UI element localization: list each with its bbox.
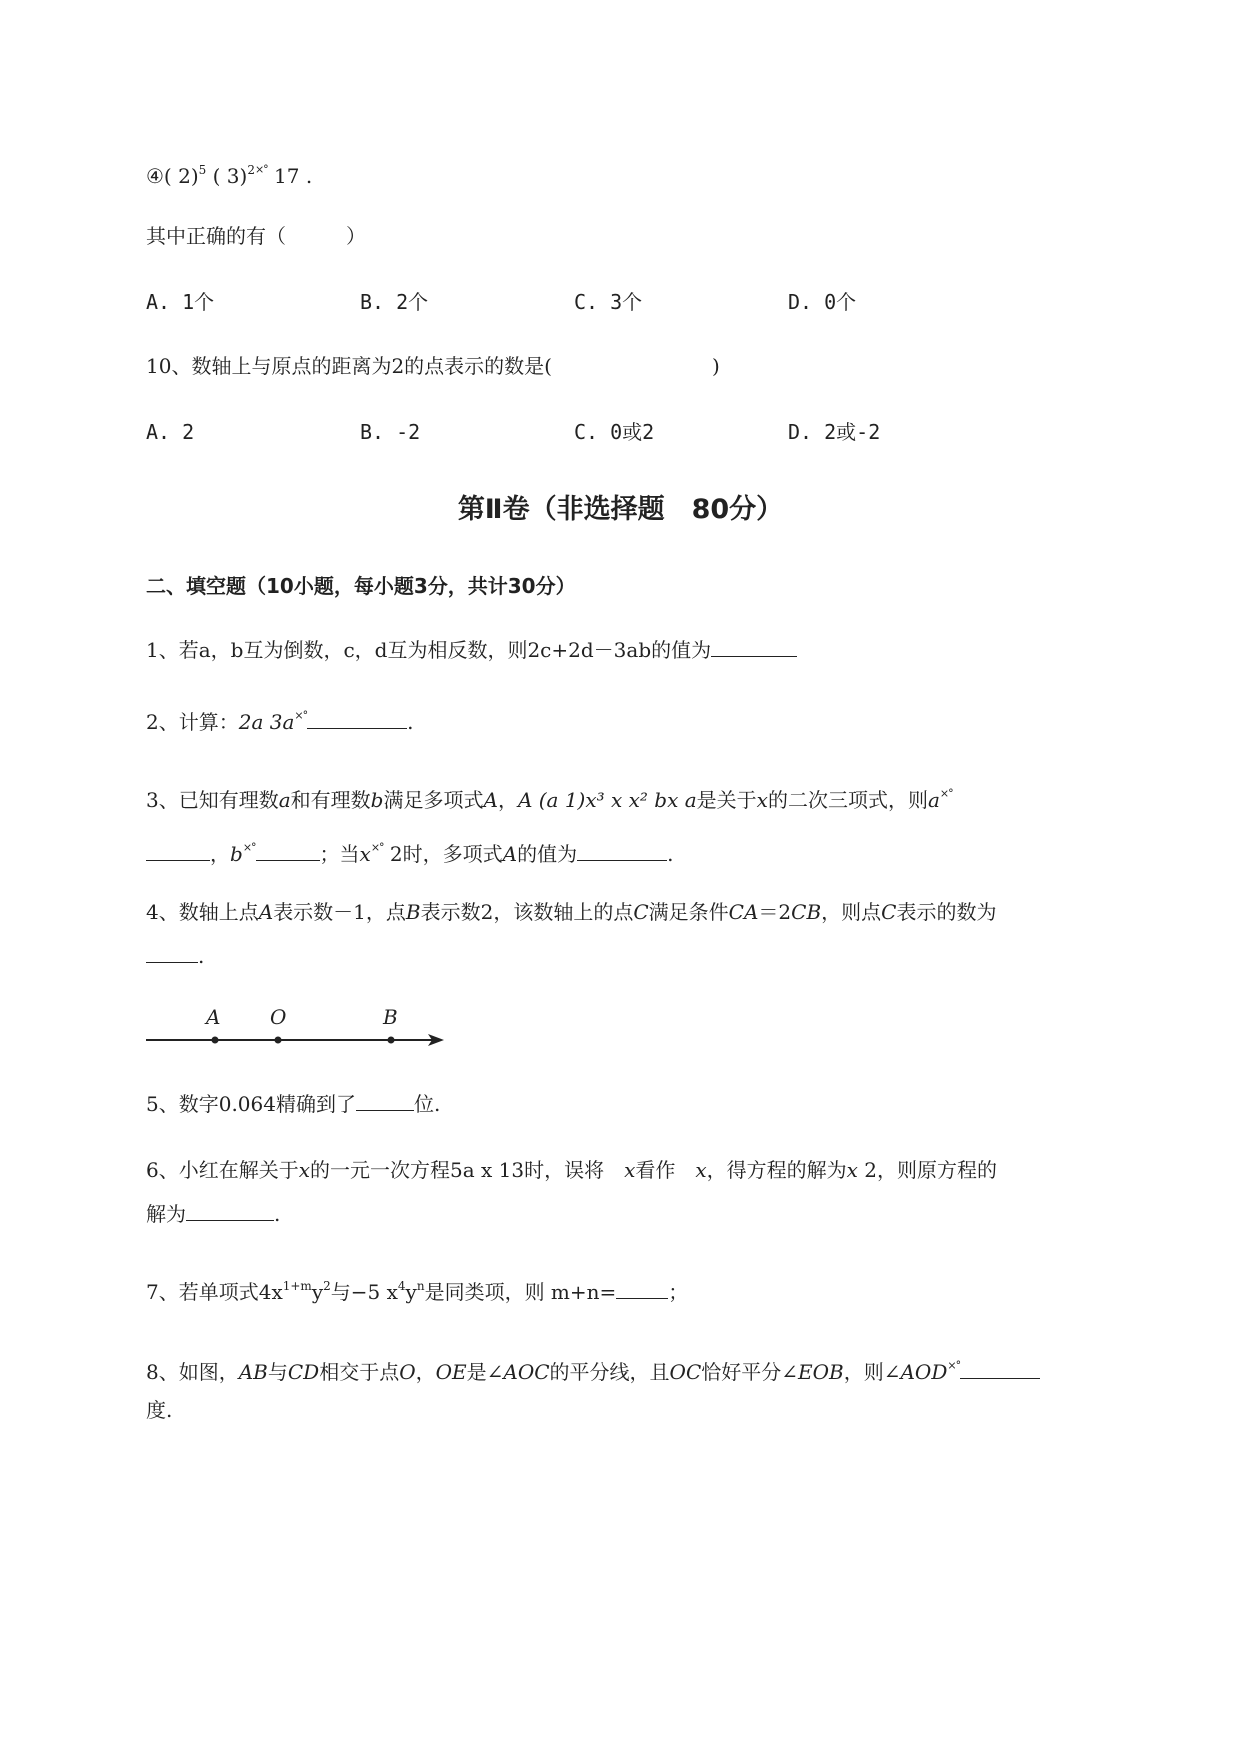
q9-item4: ④( 2)$^5$ ( 3)$^{2\times^\circ}$ 17 . (146, 163, 313, 188)
answer-blank (616, 1278, 668, 1299)
q10-option-c: C. 0或2 (574, 420, 655, 444)
point-b-label: B (383, 1005, 398, 1029)
answer-blank (256, 840, 320, 861)
fill-q5: 5、数字0.064精确到了 位. (146, 1092, 441, 1116)
fill-q8-line1: 8、如图，AB与CD相交于点O，OE是∠AOC的平分线，且OC恰好平分∠EOB，则∠AOD×° (146, 1352, 1040, 1386)
point-o-label: O (270, 1005, 287, 1029)
fill-q6-line2: 解为 . (146, 1202, 281, 1226)
answer-blank (186, 1200, 274, 1221)
point-a-dot (212, 1037, 219, 1044)
q9-prompt: 其中正确的有（ ） (146, 224, 366, 248)
q10-option-a: A. 2 (146, 420, 195, 444)
point-a-label: A (206, 1005, 221, 1029)
answer-blank (577, 840, 667, 861)
fill-q3-line1: 3、已知有理数a和有理数b满足多项式A，A (a 1)x³ x x² bx a是关于x的二次三项式，则a×° (146, 787, 953, 812)
fill-q4-line1: 4、数轴上点A表示数－1，点B表示数2，该数轴上的点C满足条件CA＝2CB，则点C表示的数为 (146, 900, 997, 924)
number-line-figure (146, 1002, 456, 1050)
part2-heading: 二、填空题（10小题，每小题3分，共计30分） (146, 574, 576, 598)
fill-q8-line2: 度. (146, 1398, 173, 1422)
q9-option-c: C. 3个 (574, 290, 643, 314)
q9-option-d: D. 0个 (788, 290, 857, 314)
fill-q7: 7、若单项式$4x^{1+m}y^2$与−5 $x^4y^n$是同类项，则 m+n= ； (146, 1279, 689, 1304)
answer-blank (307, 708, 407, 729)
answer-blank (146, 840, 210, 861)
q9-option-b: B. 2个 (360, 290, 429, 314)
fill-q3-line2: ，b×° ；当x×° 2时，多项式A的值为 . (146, 834, 673, 868)
answer-blank (356, 1090, 414, 1111)
q10-stem: 10、数轴上与原点的距离为2的点表示的数是( ) (146, 354, 720, 378)
section-title: 第Ⅱ卷（非选择题 80分） (457, 494, 784, 525)
answer-blank (146, 942, 198, 963)
q10-option-d: D. 2或-2 (788, 420, 881, 444)
q9-option-a: A. 1个 (146, 290, 215, 314)
fill-q1: 1、若a，b互为倒数，c，d互为相反数，则2c+2d－3ab的值为 (146, 636, 797, 664)
point-o-dot (275, 1037, 282, 1044)
fill-q4-line2: . (146, 942, 204, 970)
answer-blank (711, 636, 797, 657)
q10-option-b: B. -2 (360, 420, 421, 444)
fill-q6-line1: 6、小红在解关于x的一元一次方程5a x 13时，误将 x看作 x，得方程的解为x 2，则原方程的 (146, 1158, 998, 1182)
answer-blank (960, 1358, 1040, 1379)
fill-q2: 2、计算：2a 3a×° . (146, 709, 414, 734)
point-b-dot (388, 1037, 395, 1044)
